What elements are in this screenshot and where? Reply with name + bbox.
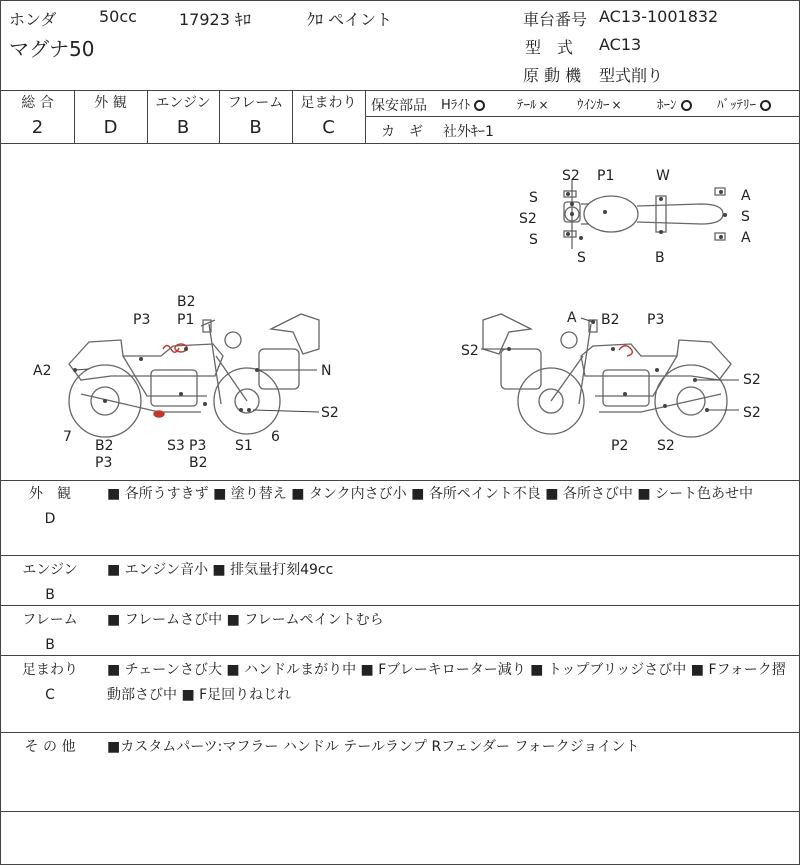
engine-label: 原 動 機 [523, 66, 582, 85]
circle-mark-icon [760, 100, 771, 111]
diagram-label: S2 [657, 438, 675, 454]
section-other-label: そ の 他 [24, 739, 76, 755]
cross-mark-icon: × [611, 98, 622, 112]
section-frame-text: ■ フレームさび中 ■ フレームペイントむら [107, 612, 384, 628]
model-type: AC13 [599, 35, 642, 54]
section-engine-text: ■ エンジン音小 ■ 排気量打刻49cc [107, 562, 334, 578]
diagram-label: S2 [519, 211, 537, 227]
model-name: マグナ50 [9, 37, 95, 61]
damage-diagram [1, 144, 799, 480]
top-view-diagram [564, 179, 725, 249]
diagram-label: 7 [63, 429, 72, 445]
diagram-label: W [656, 168, 670, 184]
engine-value: 型式削り [599, 66, 664, 85]
diagram-label: S2 [321, 405, 339, 421]
diagram-label: S2 [562, 168, 580, 184]
diagram-label: A [741, 230, 751, 246]
safety-item-battery: ﾊﾞｯﾃﾘｰ [717, 94, 771, 113]
frame-number: AC13-1001832 [599, 7, 719, 26]
displacement: 50cc [99, 7, 137, 26]
circle-mark-icon [681, 100, 692, 111]
safety-item-winker: ｳｲﾝｶｰ × [577, 98, 622, 113]
mileage: 17923 ｷﾛ [179, 10, 251, 29]
color: ｸﾛ ペイント [307, 10, 393, 29]
circle-mark-icon [474, 100, 485, 111]
diagram-label: S [577, 250, 586, 266]
section-suspension-text: ■ チェーンさび大 ■ ハンドルまがり中 ■ Fブレーキローター減り ■ トップブリッジさび中 ■ Fフォーク摺動部さび中 ■ F足回りねじれ [107, 662, 786, 703]
diagram-label: S [529, 232, 538, 248]
diagram-label: B2 [177, 294, 196, 310]
diagram-label: P2 [611, 438, 629, 454]
cross-mark-icon: × [538, 98, 549, 112]
diagram-label: B2 [601, 312, 620, 328]
diagram-label: P3 [647, 312, 665, 328]
diagram-label: S2 [743, 372, 761, 388]
section-exterior-label: 外 観 D [29, 486, 71, 527]
diagram-label: B2 [189, 455, 208, 471]
frame-number-label: 車台番号 [523, 10, 588, 29]
safety-parts-label: 保安部品 [371, 98, 427, 114]
diagram-label: A2 [33, 363, 52, 379]
key-value: 社外ｷｰ1 [443, 124, 494, 140]
diagram-label: S3 [167, 438, 185, 454]
section-other-text: ■カスタムパーツ:マフラー ハンドル テールランプ Rフェンダー フォークジョイント [107, 739, 640, 755]
maker: ホンダ [9, 10, 57, 29]
diagram-label: S2 [461, 343, 479, 359]
section-frame-label: フレーム B [22, 612, 78, 653]
diagram-label: P1 [597, 168, 615, 184]
diagram-label: A [567, 310, 577, 326]
diagram-label: S1 [235, 438, 253, 454]
left-bike-diagram [69, 314, 319, 437]
safety-item-headlight: Hﾗｲﾄ [441, 94, 485, 113]
diagram-label: 6 [271, 429, 280, 445]
grade-suspension: 足まわり C [300, 95, 357, 138]
diagram-label: B2 [95, 438, 114, 454]
grade-frame: フレーム B [227, 95, 284, 138]
diagram-label: B [655, 250, 665, 266]
diagram-label: S [741, 209, 750, 225]
safety-item-tail: ﾃｰﾙ × [517, 98, 549, 113]
diagram-label: S2 [743, 405, 761, 421]
key-label: カ ギ [381, 124, 423, 140]
section-suspension-label: 足まわり C [22, 662, 78, 703]
section-engine-label: エンジン B [22, 562, 78, 603]
diagram-label: P1 [177, 312, 195, 328]
diagram-label: P3 [133, 312, 151, 328]
diagram-label: A [741, 188, 751, 204]
diagram-label: P3 [189, 438, 207, 454]
model-type-label: 型 式 [525, 38, 574, 57]
grade-exterior: 外 観 D [94, 95, 127, 138]
grade-overall: 総 合 2 [21, 95, 54, 138]
diagram-label: N [321, 363, 332, 379]
right-bike-diagram [483, 314, 731, 437]
grade-engine: エンジン B [155, 95, 211, 138]
diagram-label: P3 [95, 455, 113, 471]
safety-item-horn: ﾎｰﾝ [657, 94, 692, 113]
section-exterior-text: ■ 各所うすきず ■ 塗り替え ■ タンク内さび小 ■ 各所ペイント不良 ■ 各所さび中 ■ シート色あせ中 [107, 486, 754, 502]
diagram-label: S [529, 190, 538, 206]
